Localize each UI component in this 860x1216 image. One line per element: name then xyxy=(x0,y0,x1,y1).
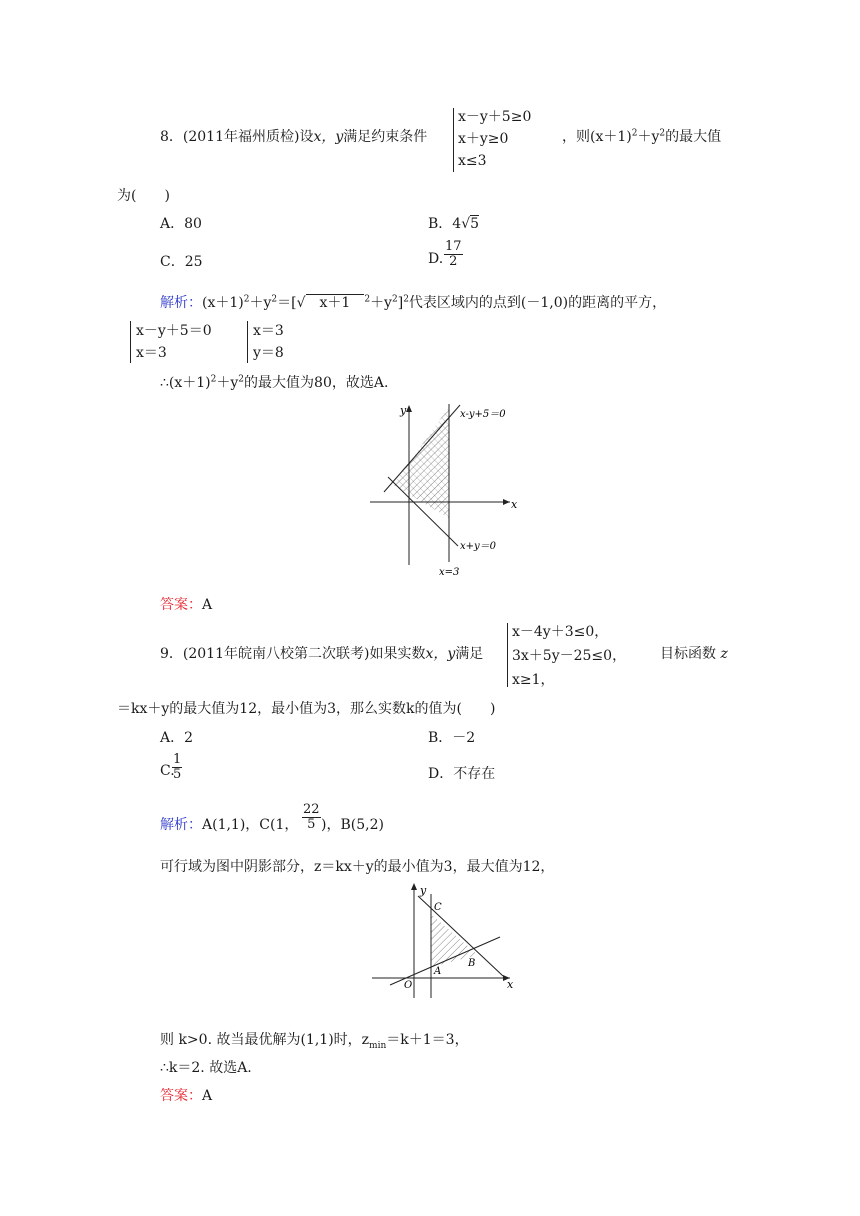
q8-x-label: x xyxy=(511,498,518,511)
q8-stem-line2: 为( ) xyxy=(117,188,170,204)
q9-stem xyxy=(160,643,483,663)
q9-constraint-1: x－4y＋3≤0， xyxy=(512,624,609,640)
sqrt-icon: √ xyxy=(296,295,306,311)
q8-sup: 2 xyxy=(659,128,666,139)
q8-option-d-numerator: 17 xyxy=(445,239,462,254)
q9-then xyxy=(160,1029,469,1051)
q9-stem-constraint-label: 满足 xyxy=(455,646,484,662)
q8-option-a: A．80 xyxy=(160,216,202,232)
q9-point-b-label: B xyxy=(468,958,476,969)
q8-stem-constraint-label: 满足约束条件 xyxy=(343,129,428,145)
q8-solution-radicand: x＋1 xyxy=(305,295,365,311)
q8-answer-value: A xyxy=(202,597,213,613)
q8-option-c: C．25 xyxy=(160,254,203,270)
q9-y-arrow-icon xyxy=(411,883,417,890)
q9-solution-label: 解析： xyxy=(160,817,202,833)
q8-line2-label: x+y＝0 xyxy=(460,541,497,552)
q8-system1 xyxy=(136,320,212,364)
q8-conclusion xyxy=(160,372,388,392)
q8-conclusion-part: ∴(x＋1) xyxy=(160,375,211,391)
q8-system2 xyxy=(253,320,284,364)
q9-y-label: y xyxy=(420,884,427,897)
q9-sub-min: min xyxy=(369,1040,387,1051)
q8-sup: 2 xyxy=(364,294,371,305)
q8-solution-part: ＋y xyxy=(370,295,392,311)
q8-sup: 2 xyxy=(391,294,398,305)
q8-solution-part: (x＋1) xyxy=(202,295,244,311)
q8-system1-eq2: x＝3 xyxy=(136,345,167,361)
q8-constraint-brace xyxy=(453,108,454,172)
q8-line1-label: x-y+5＝0 xyxy=(460,409,506,420)
q8-system2-brace xyxy=(247,321,248,363)
q9-constraints xyxy=(512,620,626,692)
q9-stem-vars: x，y xyxy=(425,646,456,662)
q9-answer-value: A xyxy=(202,1088,213,1104)
q8-option-b-label: B．4 xyxy=(428,216,462,232)
q8-conclusion-part: ＋y xyxy=(216,375,239,391)
q8-answer xyxy=(160,594,212,614)
q9-origin-label: O xyxy=(404,980,413,991)
q8-solution-part: ＝[ xyxy=(277,295,297,311)
q8-constraint-1: x－y＋5≥0 xyxy=(458,109,532,125)
sqrt-icon: √ xyxy=(461,216,471,232)
q8-line3-label: x=3 xyxy=(439,567,460,578)
q9-therefore: ∴k＝2. 故选A. xyxy=(160,1060,252,1076)
q8-stem-expr2: ＋y xyxy=(637,129,660,145)
q9-stem-source: 9．(2011年皖南八校第二次联考)如果实数 xyxy=(160,646,426,662)
q8-stem-vars: x，y xyxy=(313,129,344,145)
q8-stem-source: 8．(2011年福州质检)设 xyxy=(160,129,314,145)
q8-solution-part: ＋y xyxy=(249,295,272,311)
q8-solution-label: 解析： xyxy=(160,295,202,311)
q9-stem-z: z xyxy=(720,646,728,662)
q9-answer xyxy=(160,1085,212,1105)
q8-option-d-denominator: 2 xyxy=(449,253,458,269)
q8-sup: 2 xyxy=(271,294,278,305)
q8-feasible-region-crosshatch xyxy=(393,407,449,518)
q8-sup: 2 xyxy=(403,294,409,305)
q8-answer-label: 答案： xyxy=(160,597,202,613)
q8-y-label: y xyxy=(400,404,407,417)
q8-y-arrow-icon xyxy=(406,405,412,412)
q9-option-c: C. xyxy=(160,763,175,779)
q8-stem-max: 的最大值 xyxy=(665,129,722,145)
q9-option-c-numerator: 1 xyxy=(173,752,182,767)
q9-answer-label: 答案： xyxy=(160,1088,202,1104)
q9-then-text: 则 k>0. 故当最优解为(1,1)时，z xyxy=(160,1032,370,1048)
q9-feasible-text: 可行域为图中阴影部分，z＝kx＋y的最小值为3，最大值为12， xyxy=(160,859,555,875)
q8-option-d: D. xyxy=(428,251,444,267)
q8-system2-eq1: x＝3 xyxy=(253,323,284,339)
q8-stem-expr: ，则(x＋1) xyxy=(562,129,632,145)
q8-option-b xyxy=(428,213,479,233)
q8-solution xyxy=(160,292,666,312)
q9-constraint-2: 3x＋5y－25≤0， xyxy=(512,648,627,664)
q9-solution xyxy=(160,814,298,834)
q8-sup: 2 xyxy=(238,374,245,385)
q8-sup: 2 xyxy=(243,294,250,305)
q8-stem-tail xyxy=(562,126,721,146)
q9-constraint-3: x≥1， xyxy=(512,672,555,688)
q8-constraint-3: x≤3 xyxy=(458,153,487,169)
q8-constraints xyxy=(458,106,531,172)
q8-solution-distance: 代表区域内的点到(－1,0)的距离的平方， xyxy=(408,295,667,311)
q8-system1-eq1: x－y＋5＝0 xyxy=(136,323,212,339)
q9-option-c-fraction xyxy=(172,753,182,781)
q8-solution-part: ] xyxy=(397,295,404,311)
q8-option-d-fraction xyxy=(444,240,463,268)
q8-system2-eq2: y＝8 xyxy=(253,345,284,361)
q9-point-c-label: C xyxy=(434,902,442,913)
q8-graph xyxy=(360,400,530,585)
q9-solution-numerator: 22 xyxy=(303,802,320,817)
q8-sup: 2 xyxy=(210,374,217,385)
q9-option-d: D．不存在 xyxy=(428,766,496,782)
q8-option-b-radicand: 5 xyxy=(470,216,480,232)
q9-stem-tail xyxy=(660,643,728,663)
q8-x-arrow-icon xyxy=(503,499,510,505)
q9-then-eq: ＝k＋1＝3， xyxy=(386,1032,469,1048)
q9-graph xyxy=(370,880,520,1005)
q9-point-a-label: A xyxy=(434,966,442,977)
q8-conclusion-part: 的最大值为80，故选A. xyxy=(244,375,389,391)
q8-system1-brace xyxy=(130,321,131,363)
q9-solution-fraction xyxy=(302,803,321,831)
q8-constraint-2: x＋y≥0 xyxy=(458,131,509,147)
q8-stem xyxy=(160,126,427,146)
q8-sup: 2 xyxy=(631,128,638,139)
q9-option-b: B．－2 xyxy=(428,730,476,746)
q9-solution-tail: )，B(5,2) xyxy=(321,817,384,833)
q9-option-a: A．2 xyxy=(160,730,194,746)
q9-constraint-brace xyxy=(507,623,508,687)
q9-stem-line2: ＝kx＋y的最大值为12，最小值为3，那么实数k的值为( ) xyxy=(117,701,496,717)
q9-stem-objective: 目标函数 xyxy=(660,646,716,662)
q9-solution-points: A(1,1)，C(1， xyxy=(202,817,299,833)
q9-solution-denominator: 5 xyxy=(307,816,316,832)
q9-option-c-denominator: 5 xyxy=(173,766,182,782)
q9-x-label: x xyxy=(507,978,514,991)
